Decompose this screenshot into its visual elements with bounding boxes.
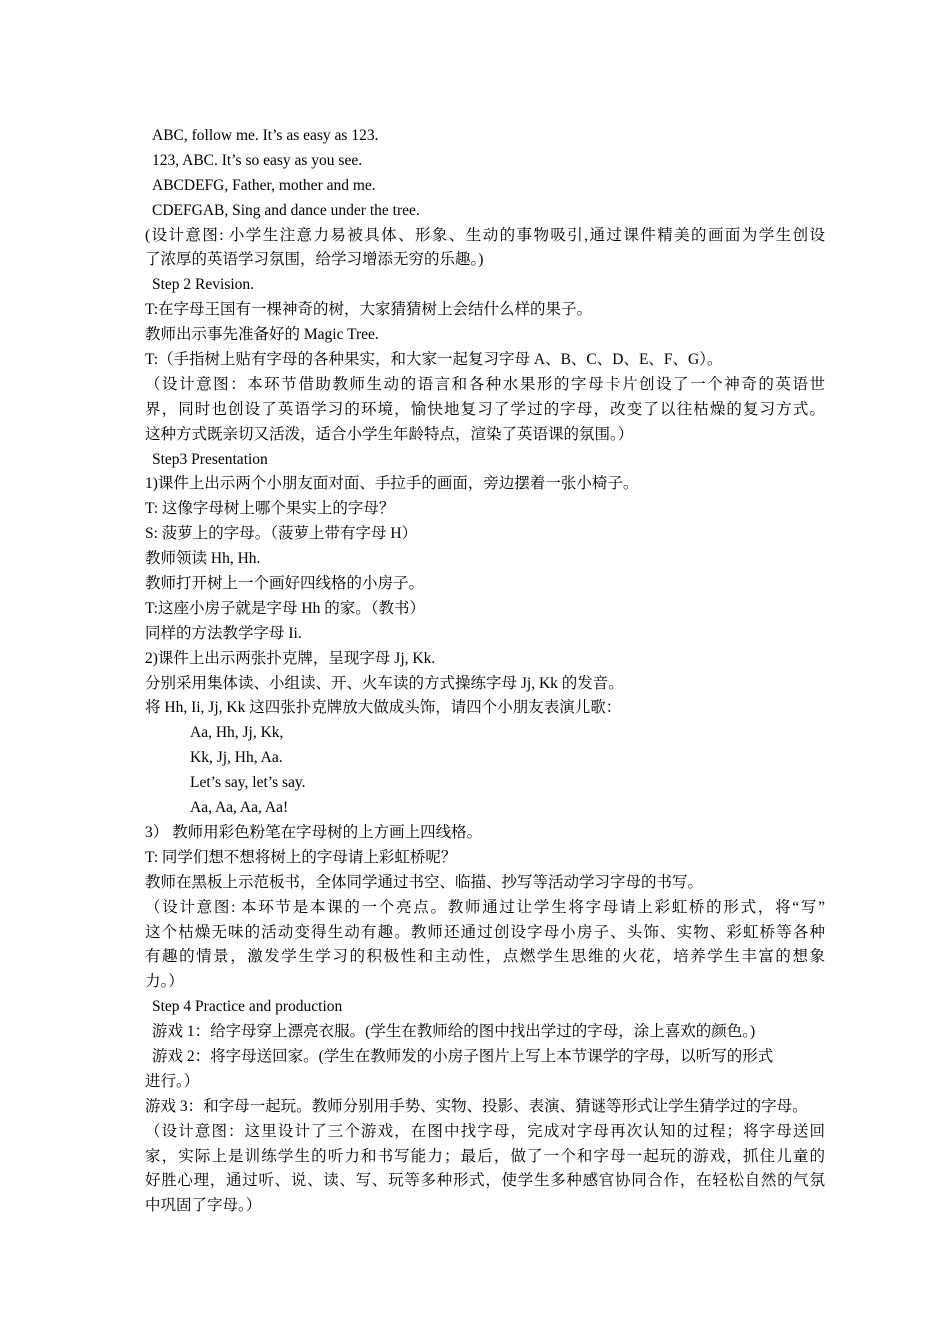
text-line: 3） 教师用彩色粉笔在字母树的上方画上四线格。 <box>145 823 483 841</box>
step-4-heading: Step 4 Practice and production <box>152 998 343 1016</box>
chant-line: Aa, Hh, Jj, Kk, <box>190 724 284 742</box>
design-intent-paragraph: 家，实际上是训练学生的听力和书写能力；最后，做了一个和字母一起玩的游戏，抓住儿童的 <box>145 1147 825 1165</box>
text-line: 教师在黑板上示范板书，全体同学通过书空、临描、抄写等活动学习字母的书写。 <box>145 873 704 891</box>
song-line: 123, ABC. It’s so easy as you see. <box>152 151 363 169</box>
design-intent-paragraph: （设计意图：这里设计了三个游戏，在图中找字母，完成对字母再次认知的过程；将字母送回 <box>145 1122 825 1140</box>
text-line: 分别采用集体读、小组读、开、火车读的方式操练字母 Jj, Kk 的发音。 <box>145 674 624 692</box>
chant-line: Let’s say, let’s say. <box>190 774 306 792</box>
text-line: 教师打开树上一个画好四线格的小房子。 <box>145 575 425 593</box>
text-line: S: 菠萝上的字母。（菠萝上带有字母 H） <box>145 525 418 543</box>
document-body <box>145 124 825 1219</box>
step-3-heading: Step3 Presentation <box>152 450 268 468</box>
text-line: T:（手指树上贴有字母的各种果实，和大家一起复习字母 A、B、C、D、E、F、G）。 <box>145 351 723 369</box>
design-intent-paragraph: 好胜心理，通过听、说、读、写、玩等多种形式，使学生多种感官协同合作，在轻松自然的气氛 <box>145 1172 825 1190</box>
text-line: 教师领读 Hh, Hh. <box>145 550 261 568</box>
text-line: T: 同学们想不想将树上的字母请上彩虹桥呢？ <box>145 848 457 866</box>
chant-line: Aa, Aa, Aa, Aa! <box>190 799 289 817</box>
text-line: 教师出示事先准备好的 Magic Tree. <box>145 326 379 344</box>
text-line: 2)课件上出示两张扑克牌，呈现字母 Jj, Kk. <box>145 649 436 667</box>
design-intent-paragraph: 这个枯燥无味的活动变得生动有趣。教师还通过创设字母小房子、头饰、实物、彩虹桥等各种 <box>145 923 825 941</box>
step-2-heading: Step 2 Revision. <box>152 276 255 294</box>
text-line: T:这座小房子就是字母 Hh 的家。（教书） <box>145 599 425 617</box>
design-intent-paragraph: （设计意图: 本环节是本课的一个亮点。教师通过让学生将字母请上彩虹桥的形式，将“写” <box>145 898 825 916</box>
game-line: 进行。） <box>145 1072 200 1090</box>
chant-line: Kk, Jj, Hh, Aa. <box>190 749 283 767</box>
text-line: 将 Hh, Ii, Jj, Kk 这四张扑克牌放大做成头饰，请四个小朋友表演儿歌： <box>145 699 622 717</box>
song-line: ABCDEFG, Father, mother and me. <box>152 176 376 194</box>
text-line: 1)课件上出示两个小朋友面对面、手拉手的画面，旁边摆着一张小椅子。 <box>145 475 639 493</box>
game-line: 游戏 2：将字母送回家。(学生在教师发的小房子图片上写上本节课学的字母，以听写的形式 <box>152 1047 774 1065</box>
song-line: ABC, follow me. It’s as easy as 123. <box>152 127 379 144</box>
design-intent-paragraph: 界，同时也创设了英语学习的环境，愉快地复习了学过的字母，改变了以往枯燥的复习方式。 <box>145 400 825 418</box>
text-line: 同样的方法教学字母 Ii. <box>145 624 302 642</box>
design-intent-paragraph: 有趣的情景，激发学生学习的积极性和主动性，点燃学生思维的火花，培养学生丰富的想象 <box>145 948 825 966</box>
design-intent-paragraph: （设计意图：本环节借助教师生动的语言和各种水果形的字母卡片创设了一个神奇的英语世 <box>145 375 825 393</box>
design-intent-paragraph: 这种方式既亲切又活泼，适合小学生年龄特点，渲染了英语课的氛围。） <box>145 425 634 443</box>
design-intent-paragraph: (设计意图: 小学生注意力易被具体、形象、生动的事物吸引,通过课件精美的画面为学生创设 <box>145 226 825 244</box>
text-line: T:在字母王国有一棵神奇的树，大家猜猜树上会结什么样的果子。 <box>145 301 593 319</box>
design-intent-paragraph: 力。） <box>145 973 184 991</box>
text-line: T: 这像字母树上哪个果实上的字母？ <box>145 500 395 518</box>
design-intent-paragraph: 了浓厚的英语学习氛围，给学习增添无穷的乐趣。) <box>145 251 484 269</box>
design-intent-paragraph: 中巩固了字母。） <box>145 1197 262 1215</box>
game-line: 游戏 3：和字母一起玩。教师分别用手势、实物、投影、表演、猜谜等形式让学生猜学过的字母。 <box>145 1097 808 1115</box>
song-line: CDEFGAB, Sing and dance under the tree. <box>152 201 420 219</box>
game-line: 游戏 1：给字母穿上漂亮衣服。(学生在教师给的图中找出学过的字母，涂上喜欢的颜色。) <box>152 1023 756 1041</box>
